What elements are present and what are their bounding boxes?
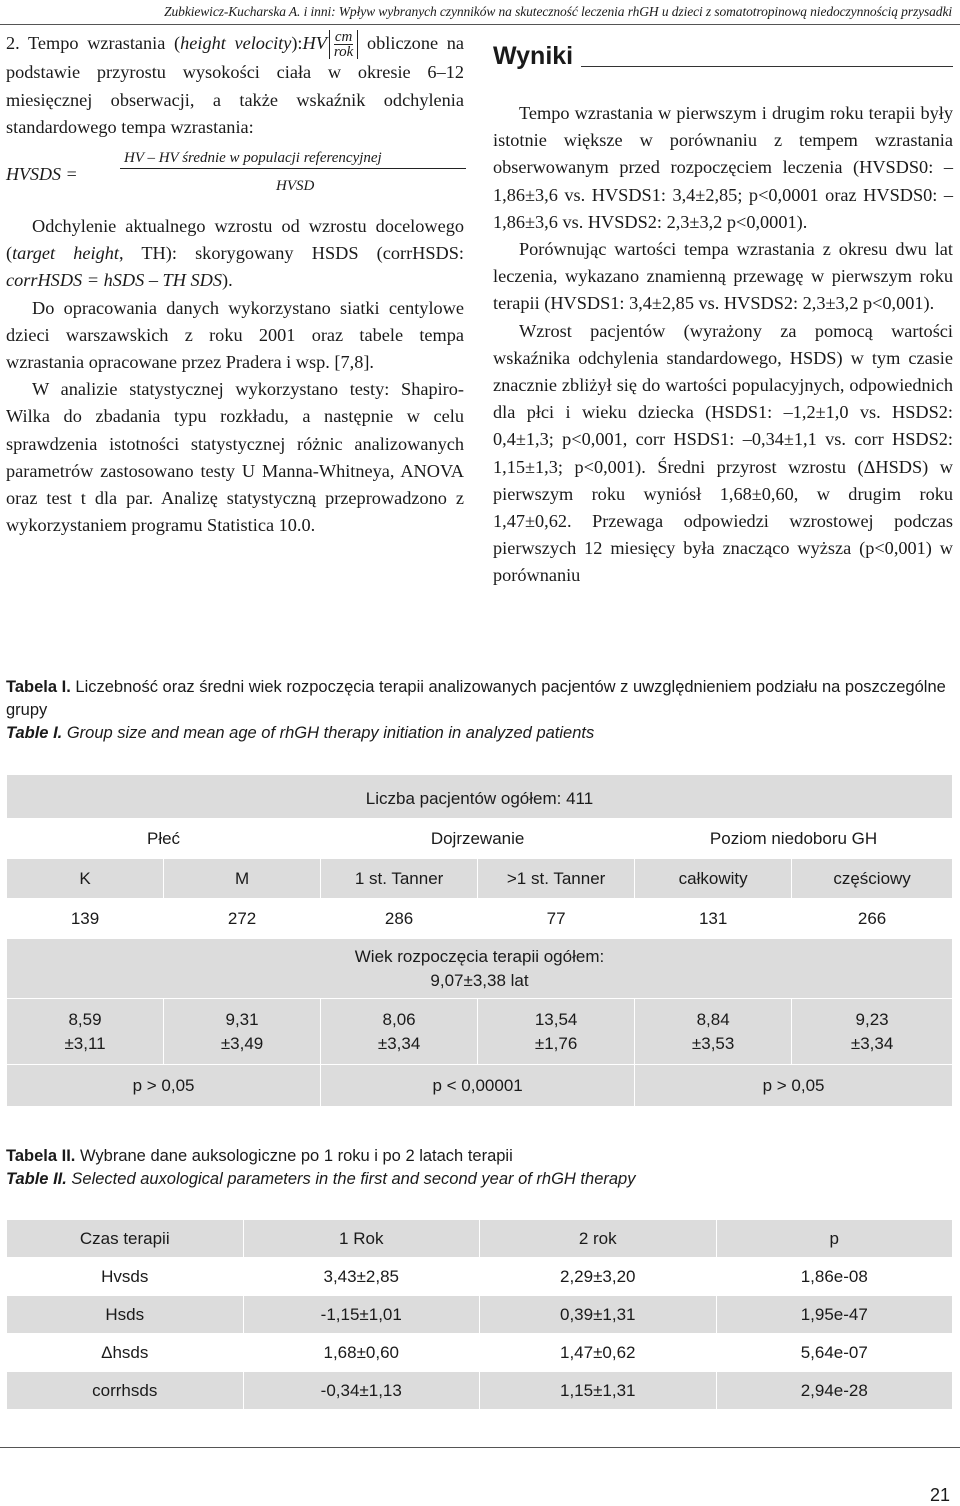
table-row <box>7 775 953 819</box>
caption-label: Tabela I. <box>6 678 71 696</box>
table-row <box>7 999 953 1065</box>
age-mean: 8,06 <box>382 1009 416 1029</box>
subgroup-cell: M <box>164 859 321 899</box>
table-row <box>7 939 953 999</box>
age-sd: ±3,11 <box>64 1033 106 1053</box>
formula-denominator: HVSD <box>276 177 315 194</box>
count-cell: 286 <box>321 899 478 939</box>
count-cell: 139 <box>7 899 164 939</box>
table-cell: Hvsds <box>7 1258 244 1296</box>
statistics-paragraph: W analizie statystycznej wykorzystano testy: Shapiro-Wilka do zbadania typu rozkładu, a następnie w celu sprawdzenia istotności statystycznej różnic analizowanych parametrów zastosowano testy U Manna-Whitneya, ANOVA oraz test t dla par. Analizę statystyczną przeprowadzono z wykorzystaniem programu Statistica 10.0. <box>6 379 464 536</box>
table-cell: -0,34±1,13 <box>243 1372 480 1410</box>
table2-caption-en <box>6 1168 953 1191</box>
age-total-label: Wiek rozpoczęcia terapii ogółem: <box>354 946 605 966</box>
table-row <box>7 1296 953 1334</box>
age-sd: ±3,34 <box>850 1033 894 1053</box>
header-rule <box>0 24 960 25</box>
table1 <box>6 774 953 1107</box>
table-cell: 1,86e-08 <box>716 1258 953 1296</box>
caption-text: Liczebność oraz średni wiek rozpoczęcia terapii analizowanych pacjentów z uwzględnieniem podziału na poszczególne grupy <box>6 678 946 719</box>
header-cell: 1 Rok <box>243 1220 480 1258</box>
subgroup-cell: 1 st. Tanner <box>321 859 478 899</box>
group-cell: Poziom niedoboru GH <box>635 819 953 859</box>
table2 <box>6 1219 953 1410</box>
header-cell: p <box>716 1220 953 1258</box>
table-header-row <box>7 1220 953 1258</box>
text-span: 2. Tempo wzrastania ( <box>6 33 181 53</box>
results-paragraph-2: Porównując wartości tempa wzrastania z okresu dwu lat leczenia, wykazano znamienną przewagę w pierwszym roku terapii (HVSDS1: 3,4±2,85 vs. HVSDS2: 2,3±3,2 p<0,001). <box>493 239 953 314</box>
age-cell <box>7 999 164 1065</box>
table1-caption <box>6 676 953 745</box>
unit-numerator: cm <box>334 29 353 46</box>
table2-caption <box>6 1145 953 1191</box>
age-sd: ±3,49 <box>220 1033 264 1053</box>
header-cell: 2 rok <box>480 1220 717 1258</box>
table-cell: 0,39±1,31 <box>480 1296 717 1334</box>
table-cell: 1,68±0,60 <box>243 1334 480 1372</box>
age-mean: 9,31 <box>225 1009 259 1029</box>
pvalue-cell: p < 0,00001 <box>321 1065 635 1107</box>
caption-text: Selected auxological parameters in the first and second year of rhGH therapy <box>66 1170 636 1188</box>
caption-text: Group size and mean age of rhGH therapy initiation in analyzed patients <box>62 724 595 742</box>
age-mean: 13,54 <box>534 1009 578 1029</box>
text-span: ): <box>291 33 303 53</box>
subgroup-cell: całkowity <box>635 859 792 899</box>
caption-text: Wybrane dane auksologiczne po 1 roku i po 2 latach terapii <box>75 1147 513 1165</box>
caption-label: Table I. <box>6 724 63 742</box>
formula-numerator: HV – HV średnie w populacji referencyjnej <box>124 149 382 166</box>
age-mean: 8,84 <box>696 1009 730 1029</box>
table-row <box>7 1065 953 1107</box>
age-mean: 8,59 <box>68 1009 102 1029</box>
age-sd: ±3,34 <box>377 1033 421 1053</box>
italic-term: target height <box>12 243 119 264</box>
results-heading: Wyniki <box>493 42 574 70</box>
age-mean: 9,23 <box>855 1009 889 1029</box>
results-paragraph-1: Tempo wzrastania w pierwszym i drugim roku terapii były istotnie większe w porównaniu z tempem wzrastania obserwowanym przed rozpoczęciem leczenia (HVSDS0: –1,86±3,6 vs. HVSDS1: 3,4±2,85; p<0,0001 oraz HVSDS0: –1,86±3,6 vs. HVSDS2: 2,3±3,2 p<0,0001). <box>493 103 953 232</box>
table-cell: 2,94e-28 <box>716 1372 953 1410</box>
subgroup-cell: >1 st. Tanner <box>478 859 635 899</box>
table-row <box>7 819 953 859</box>
table1-caption-en <box>6 722 953 745</box>
count-cell: 131 <box>635 899 792 939</box>
age-cell <box>478 999 635 1065</box>
text-span: ). <box>221 270 233 291</box>
running-header <box>0 0 960 24</box>
unit-fraction <box>329 30 358 59</box>
text-span: Odchylenie aktualnego wzrostu od wzrostu docelowego ( <box>6 215 464 264</box>
age-sd: ±1,76 <box>534 1033 578 1053</box>
left-column <box>6 30 464 539</box>
right-column <box>493 30 953 590</box>
unit-denominator: rok <box>333 44 354 61</box>
footer-rule <box>0 1447 960 1448</box>
hv-symbol: HV <box>302 33 327 53</box>
table-cell: -1,15±1,01 <box>243 1296 480 1334</box>
age-cell <box>635 999 792 1065</box>
italic-term: height velocity <box>180 33 292 53</box>
table-row <box>7 1372 953 1410</box>
table-row <box>7 1258 953 1296</box>
table-cell: 1,15±1,31 <box>480 1372 717 1410</box>
count-cell: 266 <box>792 899 953 939</box>
table-row <box>7 1334 953 1372</box>
table1-caption-pl <box>6 676 953 722</box>
count-cell: 77 <box>478 899 635 939</box>
table-cell: 2,29±3,20 <box>480 1258 717 1296</box>
table2-caption-pl <box>6 1145 953 1168</box>
text-span: , TH): skorygowany HSDS (corrHSDS: <box>118 243 464 264</box>
formula-lhs: HVSDS = <box>6 163 78 184</box>
table-cell: corrhsds <box>7 1372 244 1410</box>
text-span: obliczone na podstawie przyrostu wysokości ciała w okresie 6–12 miesięcznej obserwacji, a także wskaźnik odchylenia standardowego tempa wzrastania: <box>6 33 465 137</box>
age-total-cell <box>7 939 953 999</box>
table-cell: 1,47±0,62 <box>480 1334 717 1372</box>
heading-rule <box>581 66 953 67</box>
results-heading-row <box>493 30 953 70</box>
fraction-bar <box>120 168 466 169</box>
total-patients-cell: Liczba pacjentów ogółem: 411 <box>7 775 953 819</box>
count-cell: 272 <box>164 899 321 939</box>
age-sd: ±3,53 <box>691 1033 735 1053</box>
table-row <box>7 859 953 899</box>
caption-label: Tabela II. <box>6 1147 76 1165</box>
height-velocity-paragraph <box>6 30 464 141</box>
header-cell: Czas terapii <box>7 1220 244 1258</box>
table-cell: 5,64e-07 <box>716 1334 953 1372</box>
data-sources-paragraph: Do opracowania danych wykorzystano siatki centylowe dzieci warszawskich z roku 2001 oraz tabele tempa wzrastania opracowane przez Pradera i wsp. [7,8]. <box>6 297 464 372</box>
age-cell <box>164 999 321 1065</box>
table-row <box>7 899 953 939</box>
italic-formula: corrHSDS = hSDS – TH SDS <box>6 270 222 291</box>
age-cell <box>792 999 953 1065</box>
table-cell: 1,95e-47 <box>716 1296 953 1334</box>
group-cell: Płeć <box>7 819 321 859</box>
group-cell: Dojrzewanie <box>321 819 635 859</box>
table-cell: Hsds <box>7 1296 244 1334</box>
age-cell <box>321 999 478 1065</box>
pvalue-cell: p > 0,05 <box>7 1065 321 1107</box>
subgroup-cell: częściowy <box>792 859 953 899</box>
pvalue-cell: p > 0,05 <box>635 1065 953 1107</box>
target-height-paragraph <box>6 213 464 295</box>
table-cell: Δhsds <box>7 1334 244 1372</box>
page-number: 21 <box>929 1485 950 1505</box>
caption-label: Table II. <box>6 1170 67 1188</box>
hvsds-formula <box>6 145 464 213</box>
age-total-value: 9,07±3,38 lat <box>430 970 529 990</box>
subgroup-cell: K <box>7 859 164 899</box>
running-header-text: Zubkiewicz-Kucharska A. i inni: Wpływ wybranych czynników na skuteczność leczenia rhGH u dzieci z somatotropinową niedoczynnością przysadki <box>164 4 952 19</box>
results-paragraph-3: Wzrost pacjentów (wyrażony za pomocą wartości wskaźnika odchylenia standardowego, HSDS) w tym czasie znacznie zbliżył się do wartości populacyjnych, odpowiednich dla płci i wieku dziecka (HSDS1: –1,2±1,0 vs. HSDS2: 0,4±1,3; p<0,001, corr HSDS1: –0,34±1,1 vs. corr HSDS2: 1,15±1,3; p<0,001). Średni przyrost wzrostu (ΔHSDS) w pierwszym roku wyniósł 1,68±0,60, w drugim roku 1,47±0,62. Przewaga odpowiedzi wzrostowej podczas pierwszych 12 miesięcy była znacząco wyższa (p<0,001) w porównaniu <box>493 320 953 586</box>
table-cell: 3,43±2,85 <box>243 1258 480 1296</box>
